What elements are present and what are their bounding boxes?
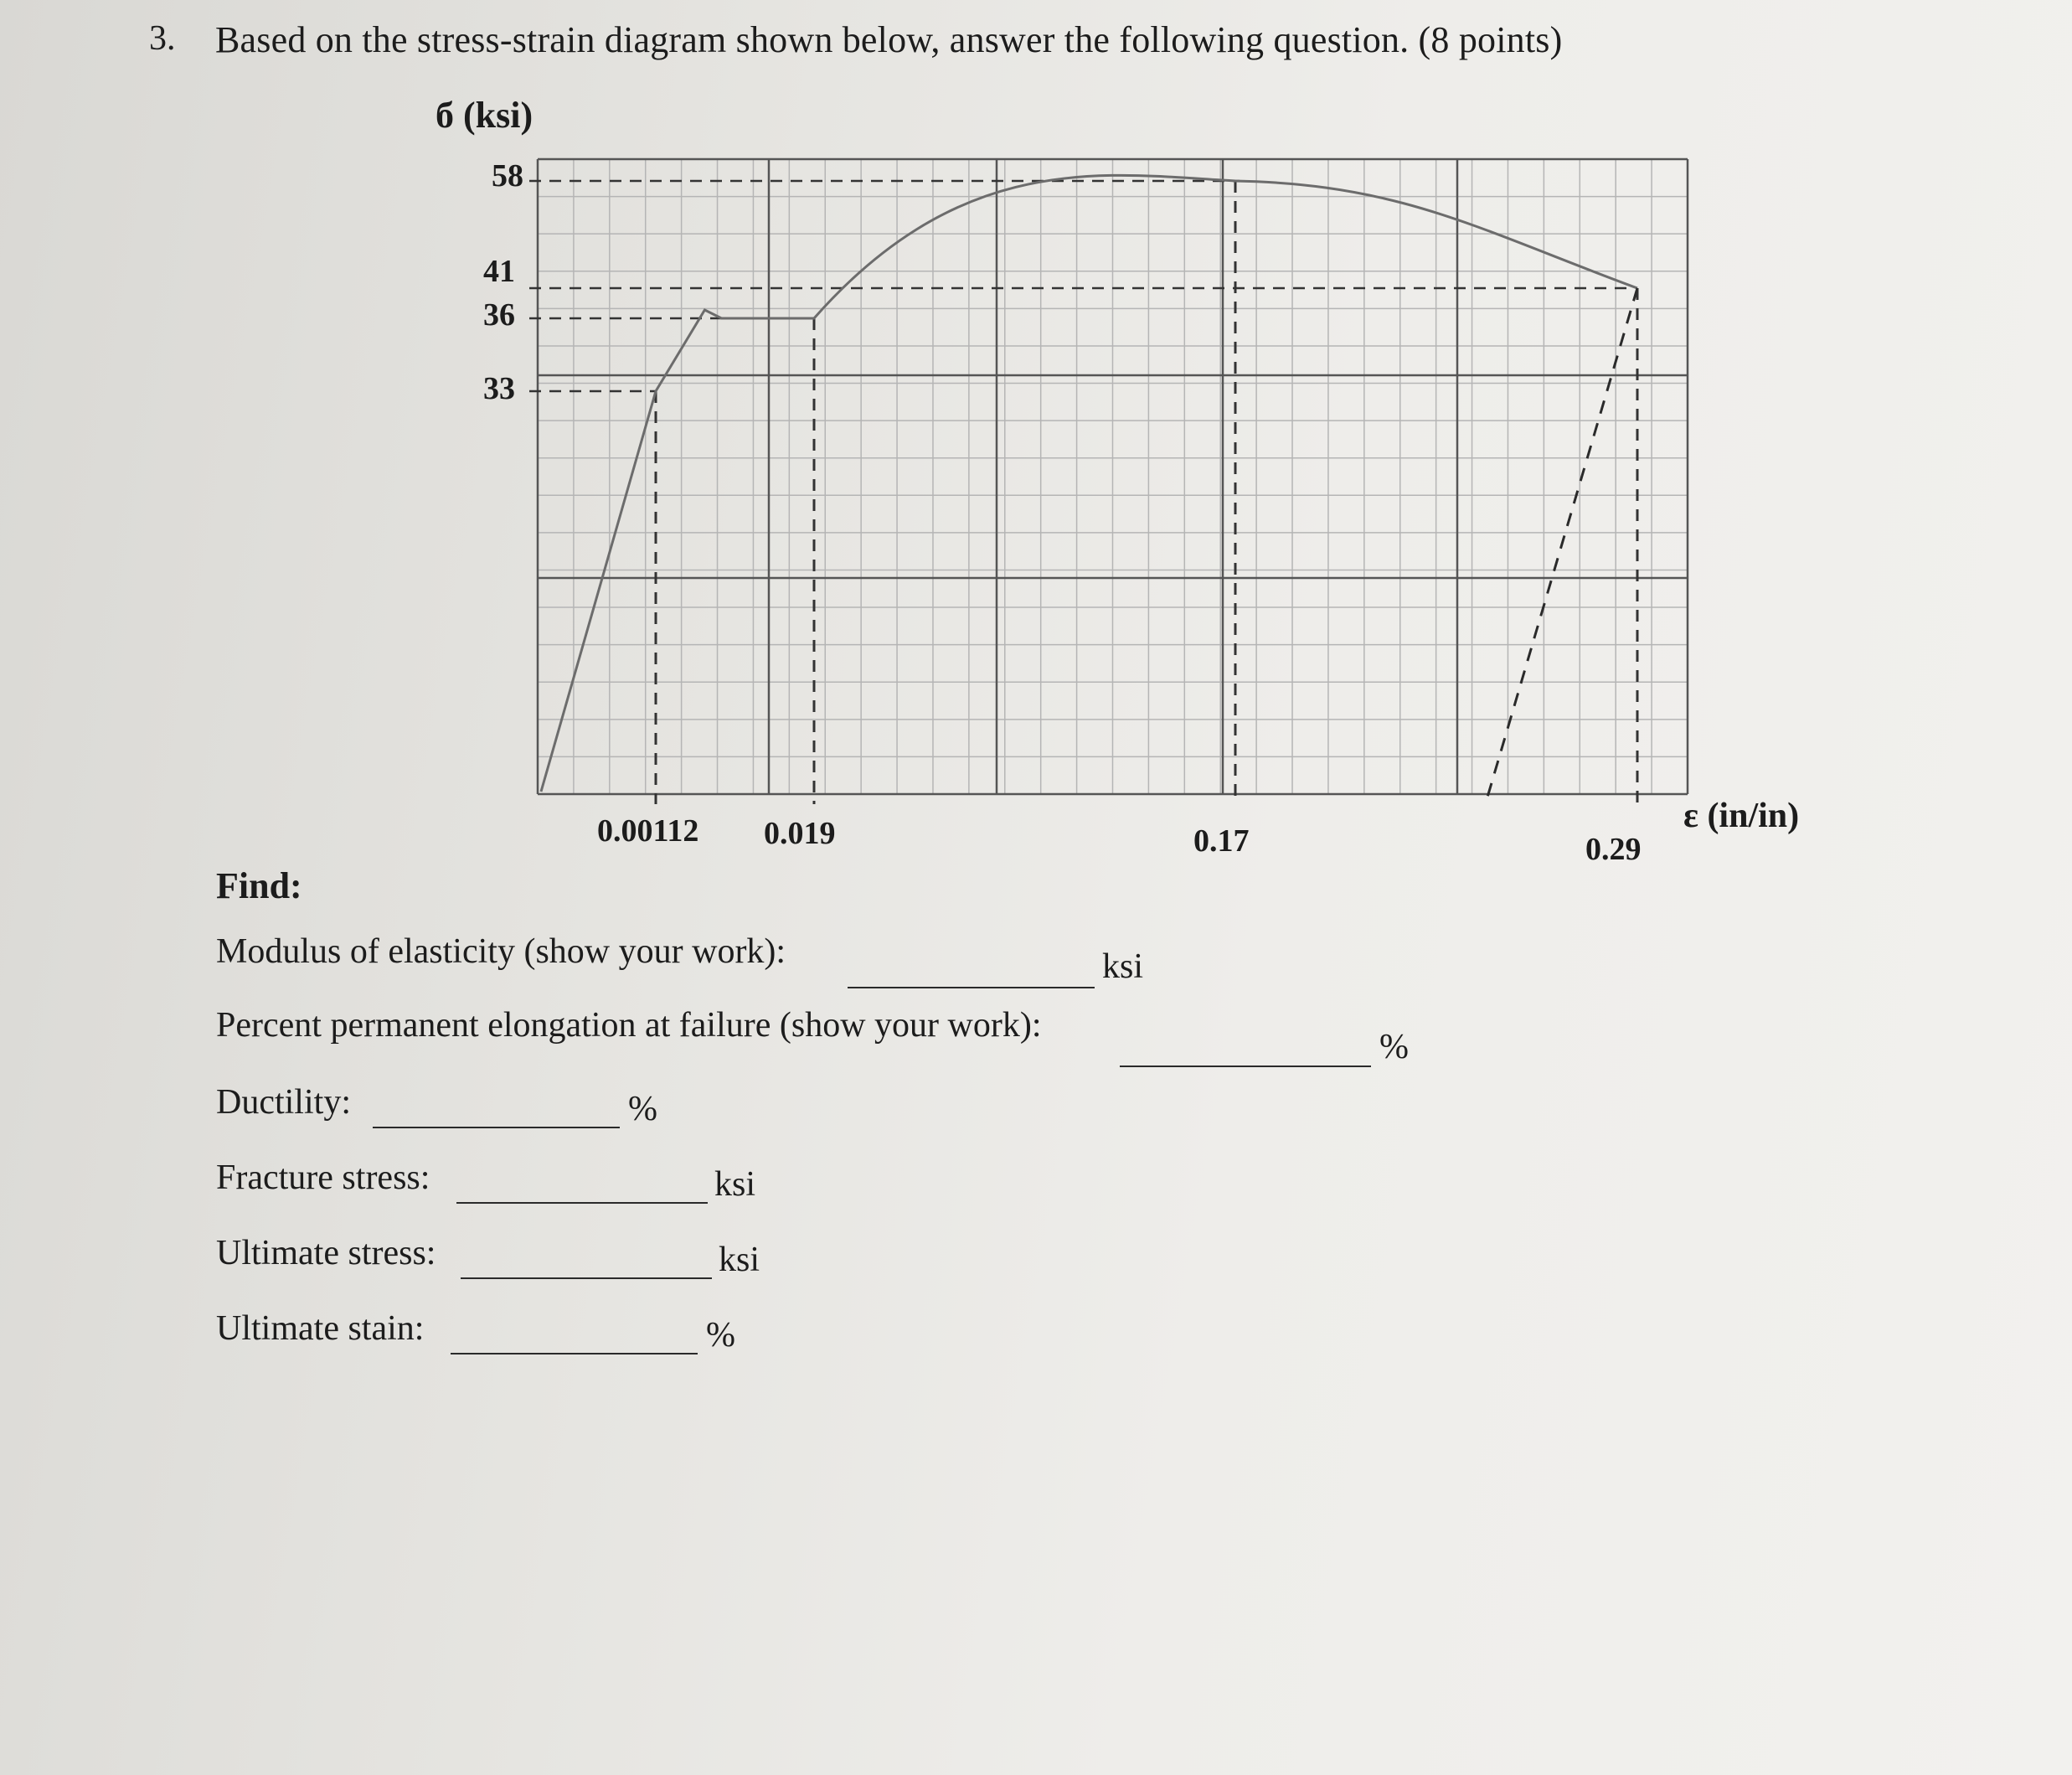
ductility-answer-blank[interactable] (373, 1127, 620, 1128)
y-axis-label: б (ksi) (436, 95, 533, 136)
y-tick-label: 36 (483, 297, 515, 333)
y-tick-label: 33 (483, 371, 515, 406)
stress-strain-curve (541, 175, 1637, 792)
question-text: Based on the stress-strain diagram shown below, answer the following question. (8 points) (215, 19, 1563, 60)
fracture-stress-unit: ksi (714, 1165, 756, 1204)
elongation-answer-blank[interactable] (1120, 1066, 1371, 1067)
find-heading: Find: (216, 865, 302, 906)
unloading-line (1487, 288, 1637, 800)
elongation-unit: % (1379, 1028, 1409, 1066)
ductility-unit: % (628, 1090, 657, 1128)
ultimate-stress-label: Ultimate stress: (216, 1234, 436, 1272)
elongation-label: Percent permanent elongation at failure (show your work): (216, 1006, 1042, 1045)
fracture-stress-label: Fracture stress: (216, 1158, 430, 1197)
modulus-unit: ksi (1102, 947, 1144, 986)
modulus-label: Modulus of elasticity (show your work): (216, 932, 786, 971)
chart-guide-lines (529, 181, 1637, 804)
ductility-label: Ductility: (216, 1083, 351, 1122)
x-tick-label: 0.17 (1193, 823, 1250, 859)
x-tick-label: 0.00112 (597, 813, 699, 849)
y-tick-label: 41 (483, 254, 515, 289)
ultimate-stress-answer-blank[interactable] (461, 1277, 712, 1279)
fracture-stress-answer-blank[interactable] (456, 1202, 708, 1204)
ultimate-strain-unit: % (706, 1316, 735, 1354)
ultimate-strain-answer-blank[interactable] (451, 1353, 698, 1354)
modulus-answer-blank[interactable] (848, 987, 1095, 988)
ultimate-strain-label: Ultimate stain: (216, 1309, 425, 1348)
y-tick-label: 58 (492, 158, 523, 193)
x-tick-label: 0.019 (764, 816, 836, 851)
question-number: 3. (149, 19, 176, 58)
ultimate-stress-unit: ksi (719, 1241, 760, 1279)
x-tick-label: 0.29 (1585, 832, 1642, 867)
x-axis-label: ε (in/in) (1683, 797, 1800, 835)
